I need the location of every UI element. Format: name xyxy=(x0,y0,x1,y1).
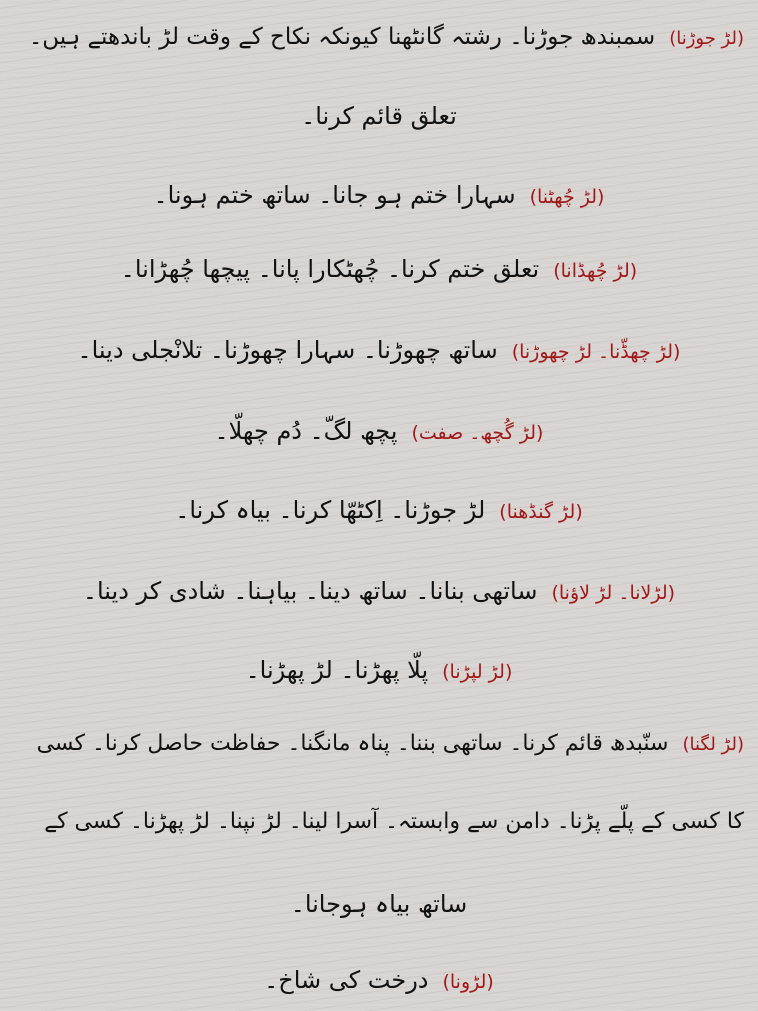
entry-lar-chhaddna xyxy=(14,330,744,372)
entry-term: (لڑ جوڑنا) xyxy=(669,28,744,49)
entry-definition: سنّبدھ قائم کرنا۔ ساتھی بننا۔ پناہ مانگنا۔ حفاظت حاصل کرنا۔ کسی xyxy=(36,731,669,756)
entry-definition: پچھ لگّ۔ دُم چھلّا۔ xyxy=(214,417,398,445)
entry-lar-chhutna xyxy=(14,175,744,217)
entry-term: (لڑ گُچھ۔ صفت) xyxy=(411,422,544,444)
entry-definition: سہارا ختم ہو جانا۔ ساتھ ختم ہونا۔ xyxy=(153,181,516,209)
entry-term: (لڑ چُھڈانا) xyxy=(553,260,638,282)
entry-definition: تعلق قائم کرنا۔ xyxy=(301,102,457,130)
entry-lar-jorna xyxy=(14,17,744,59)
entry-term: (لڑونا) xyxy=(442,971,494,993)
entry-lar-lagna xyxy=(14,724,744,765)
entry-lar-lagna-end xyxy=(14,884,744,924)
entry-definition: ساتھی بنانا۔ ساتھ دینا۔ بیاہنا۔ شادی کر دینا۔ xyxy=(82,577,538,605)
entry-definition: لڑ جوڑنا۔ اِکٹھّا کرنا۔ بیاہ کرنا۔ xyxy=(175,496,486,524)
entry-term: (لڑ لپڑنا) xyxy=(442,661,513,683)
entry-definition: درخت کی شاخ۔ xyxy=(264,966,429,994)
entry-term: (لڑ چُھٹنا) xyxy=(529,186,605,208)
entry-definition: ساتھ چھوڑنا۔ سہارا چھوڑنا۔ تلانْجلی دینا۔ xyxy=(77,336,498,364)
entry-lar-lana xyxy=(14,571,744,613)
entry-lar-lagna-continued xyxy=(14,802,744,842)
entry-term: (لڑلانا۔ لڑ لاؤنا) xyxy=(551,582,676,604)
entry-definition: کا کسی کے پلّے پڑنا۔ دامن سے وابستہ۔ آسرا لینا۔ لڑ نپنا۔ لڑ پھڑنا۔ کسی کے xyxy=(44,809,744,834)
entry-lar-jorna-continued xyxy=(14,96,744,136)
entry-term: (لڑ چھڈّنا۔ لڑ چھوڑنا) xyxy=(511,341,681,363)
entry-lar-chhudana xyxy=(14,249,744,291)
entry-term: (لڑ گنڈھنا) xyxy=(499,501,583,523)
entry-lar-guchh xyxy=(14,411,744,453)
entry-lar-lapadna xyxy=(14,650,744,692)
entry-larona xyxy=(14,960,744,1002)
entry-definition: پلّا پھڑنا۔ لڑ پھڑنا۔ xyxy=(245,656,429,684)
entry-lar-gandhna xyxy=(14,490,744,532)
entry-definition: تعلق ختم کرنا۔ چُھٹکارا پانا۔ پیچھا چُھڑانا۔ xyxy=(120,255,540,283)
entry-term: (لڑ لگنا) xyxy=(682,734,744,755)
entry-definition: ساتھ بیاہ ہوجانا۔ xyxy=(290,890,468,918)
entry-definition: سمبندھ جوڑنا۔ رشتہ گانٹھنا کیونکہ نکاح کے وقت لڑ باندھتے ہیں۔ xyxy=(28,24,656,50)
